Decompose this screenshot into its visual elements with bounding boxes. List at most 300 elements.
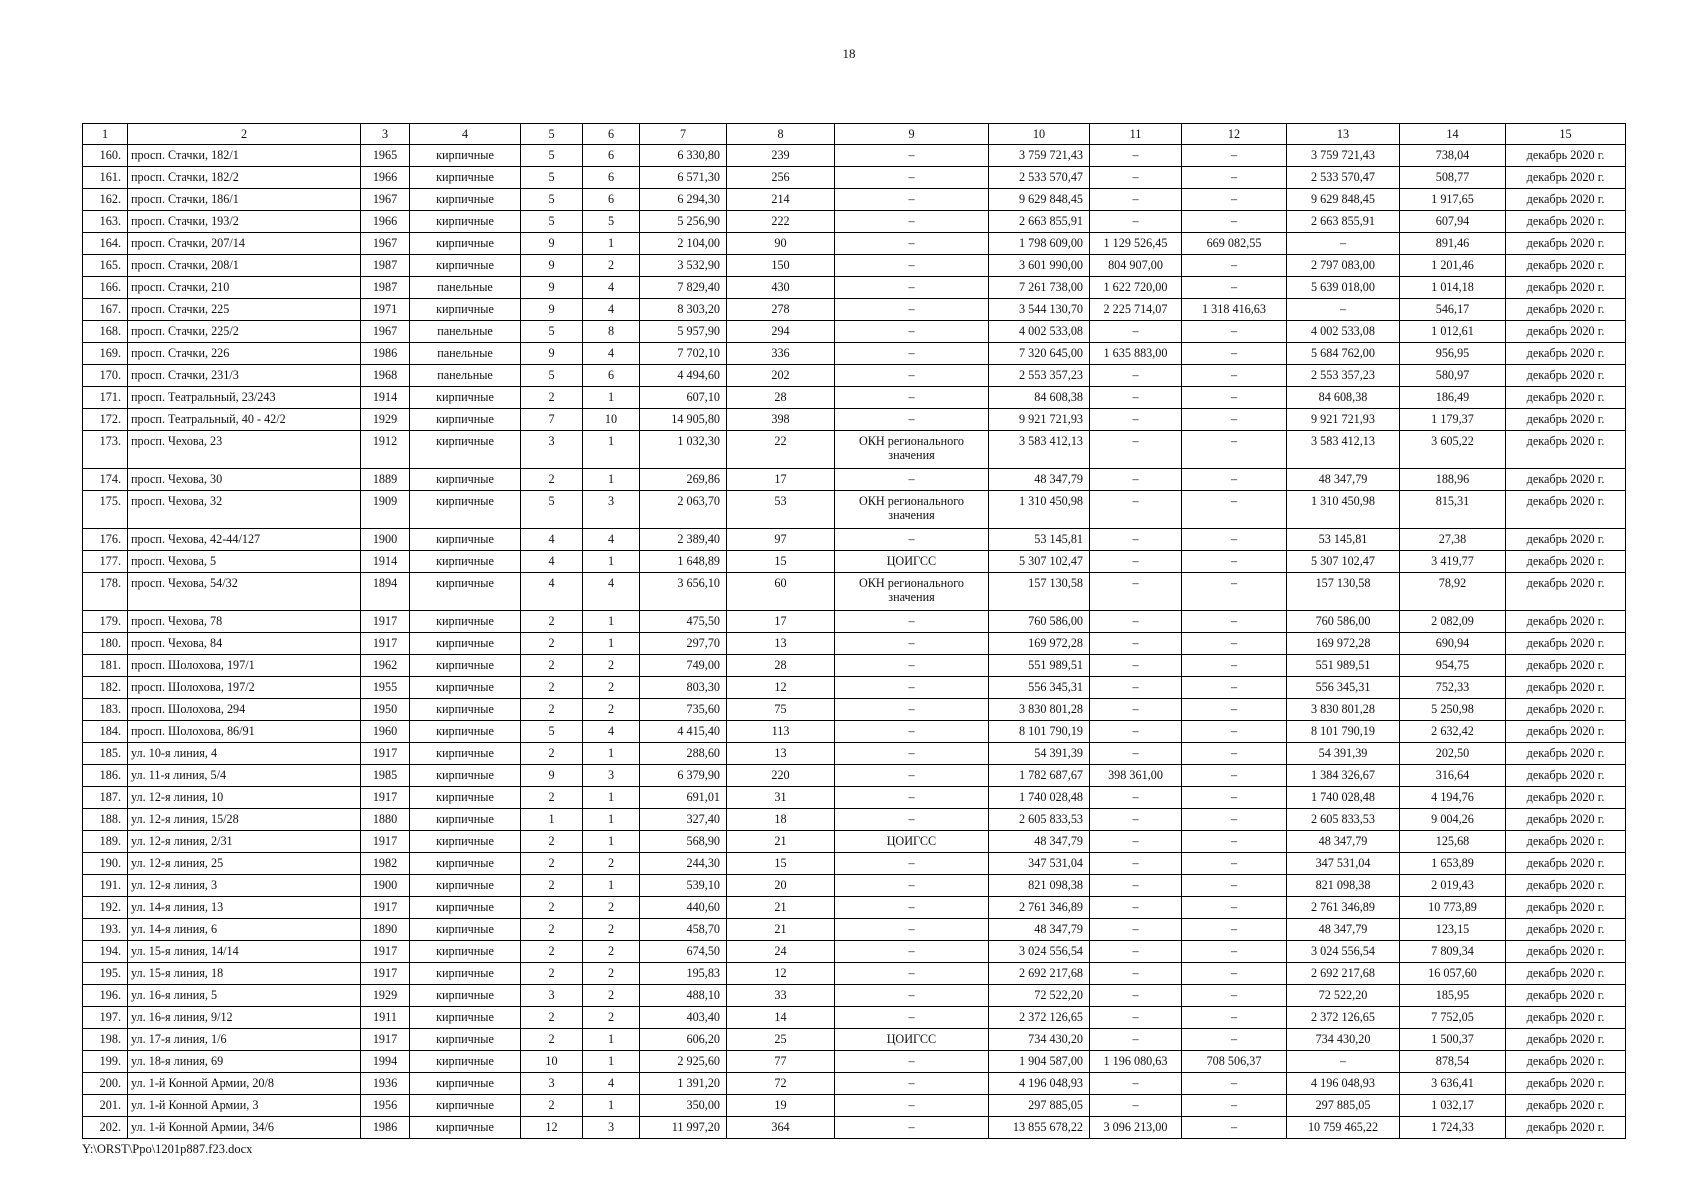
table-cell: кирпичные (410, 875, 521, 897)
table-cell: – (1182, 321, 1287, 343)
table-cell: кирпичные (410, 551, 521, 573)
table-cell: – (1182, 277, 1287, 299)
column-header: 9 (835, 124, 989, 145)
table-cell: 2 372 126,65 (1287, 1007, 1400, 1029)
table-cell: 200. (83, 1073, 128, 1095)
table-cell: просп. Чехова, 78 (128, 611, 361, 633)
table-cell: 1965 (361, 145, 410, 167)
table-cell: 1968 (361, 365, 410, 387)
table-cell: 3 532,90 (640, 255, 727, 277)
table-cell: – (1090, 831, 1182, 853)
table-cell: 1966 (361, 211, 410, 233)
table-row (83, 145, 1626, 167)
table-cell: 2 (583, 985, 640, 1007)
table-cell: 188. (83, 809, 128, 831)
table-cell: 169 972,28 (989, 633, 1090, 655)
table-cell: 196. (83, 985, 128, 1007)
table-cell: 48 347,79 (1287, 469, 1400, 491)
table-cell: 1911 (361, 1007, 410, 1029)
table-cell: 2 (521, 831, 583, 853)
table-cell: 8 101 790,19 (989, 721, 1090, 743)
table-cell: 3 656,10 (640, 573, 727, 611)
table-cell: 1889 (361, 469, 410, 491)
table-cell: 607,10 (640, 387, 727, 409)
table-cell: ОКН регионального значения (835, 573, 989, 611)
table-cell: панельные (410, 321, 521, 343)
table-cell: 1 012,61 (1400, 321, 1506, 343)
table-cell: 3 096 213,00 (1090, 1117, 1182, 1139)
table-cell: кирпичные (410, 189, 521, 211)
column-header: 13 (1287, 124, 1400, 145)
table-cell: 4 (583, 1073, 640, 1095)
table-cell: 1 129 526,45 (1090, 233, 1182, 255)
table-cell: 3 (521, 1073, 583, 1095)
table-cell: 2 063,70 (640, 491, 727, 529)
table-row (83, 365, 1626, 387)
table-cell: 734 430,20 (989, 1029, 1090, 1051)
table-cell: 3 (521, 431, 583, 469)
table-cell: кирпичные (410, 941, 521, 963)
table-cell: 3 759 721,43 (989, 145, 1090, 167)
table-cell: декабрь 2020 г. (1506, 343, 1626, 365)
table-cell: – (1090, 941, 1182, 963)
table-cell: 6 (583, 145, 640, 167)
table-cell: кирпичные (410, 1073, 521, 1095)
table-row (83, 831, 1626, 853)
table-cell: ул. 15-я линия, 18 (128, 963, 361, 985)
table-cell: – (835, 611, 989, 633)
table-cell: кирпичные (410, 985, 521, 1007)
table-cell: 15 (727, 551, 835, 573)
table-cell: 173. (83, 431, 128, 469)
table-cell: 163. (83, 211, 128, 233)
table-cell: 176. (83, 529, 128, 551)
table-cell: просп. Стачки, 225 (128, 299, 361, 321)
table-cell: 193. (83, 919, 128, 941)
table-cell: – (1090, 167, 1182, 189)
table-cell: 9 (521, 233, 583, 255)
table-cell: декабрь 2020 г. (1506, 469, 1626, 491)
table-cell: 9 (521, 299, 583, 321)
table-cell: 1 782 687,67 (989, 765, 1090, 787)
table-cell: просп. Стачки, 231/3 (128, 365, 361, 387)
table-cell: – (835, 277, 989, 299)
table-cell: просп. Стачки, 210 (128, 277, 361, 299)
table-row (83, 897, 1626, 919)
table-cell: 9 004,26 (1400, 809, 1506, 831)
table-cell: 201. (83, 1095, 128, 1117)
table-cell: 1987 (361, 255, 410, 277)
table-cell: – (835, 677, 989, 699)
table-cell: кирпичные (410, 611, 521, 633)
table-cell: 1982 (361, 853, 410, 875)
table-cell: 17 (727, 611, 835, 633)
table-cell: – (835, 167, 989, 189)
table-cell: панельные (410, 365, 521, 387)
table-cell: просп. Чехова, 32 (128, 491, 361, 529)
table-cell: 9 629 848,45 (989, 189, 1090, 211)
table-cell: – (1182, 633, 1287, 655)
table-cell: – (835, 985, 989, 1007)
table-cell: 1914 (361, 387, 410, 409)
table-cell: ул. 1-й Конной Армии, 20/8 (128, 1073, 361, 1095)
table-cell: 190. (83, 853, 128, 875)
table-cell: – (1090, 321, 1182, 343)
column-header: 6 (583, 124, 640, 145)
table-cell: 1967 (361, 233, 410, 255)
table-cell: 7 829,40 (640, 277, 727, 299)
table-cell: ул. 15-я линия, 14/14 (128, 941, 361, 963)
table-cell: 2 (521, 633, 583, 655)
table-cell: 1880 (361, 809, 410, 831)
table-cell: 12 (727, 677, 835, 699)
column-header: 4 (410, 124, 521, 145)
table-row (83, 299, 1626, 321)
table-cell: 4 (521, 573, 583, 611)
table-cell: 175. (83, 491, 128, 529)
table-cell: ОКН регионального значения (835, 491, 989, 529)
table-cell: 84 608,38 (989, 387, 1090, 409)
table-cell: – (1090, 1007, 1182, 1029)
table-cell: 3 759 721,43 (1287, 145, 1400, 167)
table-cell: 1 740 028,48 (1287, 787, 1400, 809)
table-row (83, 699, 1626, 721)
table-cell: декабрь 2020 г. (1506, 611, 1626, 633)
table-cell: 1 032,17 (1400, 1095, 1506, 1117)
table-cell: 350,00 (640, 1095, 727, 1117)
table-cell: 1 648,89 (640, 551, 727, 573)
table-cell: 2 (583, 853, 640, 875)
table-cell: 2 (583, 919, 640, 941)
table-cell: 161. (83, 167, 128, 189)
table-cell: 475,50 (640, 611, 727, 633)
table-cell: 2 (521, 853, 583, 875)
table-row (83, 431, 1626, 469)
table-cell: – (1090, 431, 1182, 469)
table-cell: 1936 (361, 1073, 410, 1095)
table-cell: – (835, 633, 989, 655)
table-cell: 4 002 533,08 (1287, 321, 1400, 343)
table-cell: 178. (83, 573, 128, 611)
table-cell: 12 (727, 963, 835, 985)
file-path-footer: Y:\ORST\Ppo\1201p887.f23.docx (82, 1142, 253, 1156)
table-cell: 2 (521, 875, 583, 897)
table-cell: 10 759 465,22 (1287, 1117, 1400, 1139)
table-cell: – (835, 787, 989, 809)
table-cell: 956,95 (1400, 343, 1506, 365)
table-cell: 539,10 (640, 875, 727, 897)
table-cell: кирпичные (410, 853, 521, 875)
table-row (83, 387, 1626, 409)
table-cell: 2 692 217,68 (1287, 963, 1400, 985)
table-cell: 606,20 (640, 1029, 727, 1051)
table-cell: 508,77 (1400, 167, 1506, 189)
table-cell: 180. (83, 633, 128, 655)
column-header: 11 (1090, 124, 1182, 145)
table-cell: 174. (83, 469, 128, 491)
table-cell: – (835, 365, 989, 387)
table-cell: 2 692 217,68 (989, 963, 1090, 985)
table-cell: – (835, 699, 989, 721)
table-cell: 1917 (361, 897, 410, 919)
table-cell: 12 (521, 1117, 583, 1139)
table-cell: панельные (410, 277, 521, 299)
table-cell: 9 (521, 277, 583, 299)
table-cell: декабрь 2020 г. (1506, 655, 1626, 677)
table-cell: – (835, 1007, 989, 1029)
table-cell: 556 345,31 (989, 677, 1090, 699)
table-cell: 1929 (361, 985, 410, 1007)
table-cell: – (835, 721, 989, 743)
table-cell: 458,70 (640, 919, 727, 941)
table-cell: – (1182, 765, 1287, 787)
table-row (83, 853, 1626, 875)
table-row (83, 189, 1626, 211)
table-cell: кирпичные (410, 529, 521, 551)
table-cell: – (1182, 699, 1287, 721)
table-cell: декабрь 2020 г. (1506, 765, 1626, 787)
table-cell: 1900 (361, 529, 410, 551)
table-cell: – (835, 387, 989, 409)
table-cell: кирпичные (410, 677, 521, 699)
table-cell: 2 (521, 469, 583, 491)
table-cell: 157 130,58 (1287, 573, 1400, 611)
table-row (83, 1007, 1626, 1029)
table-cell: декабрь 2020 г. (1506, 985, 1626, 1007)
table-cell: 2 (521, 1029, 583, 1051)
table-cell: 294 (727, 321, 835, 343)
table-cell: кирпичные (410, 299, 521, 321)
table-cell: – (1182, 167, 1287, 189)
table-cell: ул. 18-я линия, 69 (128, 1051, 361, 1073)
table-cell: 6 (583, 189, 640, 211)
table-cell: 17 (727, 469, 835, 491)
table-cell: 6 330,80 (640, 145, 727, 167)
table-cell: 13 855 678,22 (989, 1117, 1090, 1139)
table-cell: 5 (521, 211, 583, 233)
table-row (83, 167, 1626, 189)
table-row (83, 1117, 1626, 1139)
table-cell: – (1090, 469, 1182, 491)
table-cell: 735,60 (640, 699, 727, 721)
table-cell: 164. (83, 233, 128, 255)
table-cell: декабрь 2020 г. (1506, 551, 1626, 573)
column-header: 3 (361, 124, 410, 145)
table-cell: 191. (83, 875, 128, 897)
table-cell: – (1287, 299, 1400, 321)
table-cell: 78,92 (1400, 573, 1506, 611)
table-cell: 2 (521, 387, 583, 409)
table-cell: 2 (521, 743, 583, 765)
table-cell: ЦОИГСС (835, 551, 989, 573)
table-cell: ул. 12-я линия, 10 (128, 787, 361, 809)
table-cell: 1 (583, 551, 640, 573)
column-header: 8 (727, 124, 835, 145)
table-cell: – (1182, 941, 1287, 963)
table-cell: 84 608,38 (1287, 387, 1400, 409)
table-cell: – (1182, 875, 1287, 897)
table-cell: 738,04 (1400, 145, 1506, 167)
table-cell: 192. (83, 897, 128, 919)
table-cell: 1955 (361, 677, 410, 699)
table-cell: 954,75 (1400, 655, 1506, 677)
table-cell: 1987 (361, 277, 410, 299)
table-row (83, 919, 1626, 941)
table-cell: 1956 (361, 1095, 410, 1117)
table-cell: 403,40 (640, 1007, 727, 1029)
table-cell: 21 (727, 831, 835, 853)
table-cell: декабрь 2020 г. (1506, 387, 1626, 409)
table-cell: кирпичные (410, 831, 521, 853)
table-cell: кирпичные (410, 699, 521, 721)
table-cell: 1 384 326,67 (1287, 765, 1400, 787)
table-cell: 10 (521, 1051, 583, 1073)
table-cell: 1894 (361, 573, 410, 611)
table-cell: 53 145,81 (989, 529, 1090, 551)
table-cell: – (1090, 919, 1182, 941)
page-number: 18 (842, 46, 856, 61)
table-cell: – (1090, 743, 1182, 765)
table-cell: 4 (521, 529, 583, 551)
table-cell: 13 (727, 743, 835, 765)
table-cell: 33 (727, 985, 835, 1007)
table-cell: – (1090, 655, 1182, 677)
table-cell: 760 586,00 (989, 611, 1090, 633)
table-row (83, 1051, 1626, 1073)
table-cell: 202 (727, 365, 835, 387)
table-cell: 2 797 083,00 (1287, 255, 1400, 277)
table-cell: 48 347,79 (1287, 919, 1400, 941)
table-cell: 2 (583, 941, 640, 963)
table-cell: 546,17 (1400, 299, 1506, 321)
table-cell: – (1287, 233, 1400, 255)
table-cell: 4 196 048,93 (1287, 1073, 1400, 1095)
table-cell: 7 261 738,00 (989, 277, 1090, 299)
table-cell: 1 (583, 387, 640, 409)
table-cell: 15 (727, 853, 835, 875)
table-cell: 2 (521, 1095, 583, 1117)
table-cell: – (835, 941, 989, 963)
table-cell: – (835, 765, 989, 787)
table-cell: – (1182, 145, 1287, 167)
table-row (83, 787, 1626, 809)
table-cell: декабрь 2020 г. (1506, 1073, 1626, 1095)
table-cell: – (1182, 1073, 1287, 1095)
table-cell: 14 905,80 (640, 409, 727, 431)
table-cell: – (835, 343, 989, 365)
table-cell: 5 (521, 321, 583, 343)
table-cell: – (1090, 1029, 1182, 1051)
table-cell: 1 635 883,00 (1090, 343, 1182, 365)
table-cell: 28 (727, 655, 835, 677)
table-cell: 5 (583, 211, 640, 233)
table-cell: 123,15 (1400, 919, 1506, 941)
table-cell: 3 544 130,70 (989, 299, 1090, 321)
table-cell: кирпичные (410, 809, 521, 831)
table-cell: кирпичные (410, 897, 521, 919)
table-cell: 77 (727, 1051, 835, 1073)
table-cell: 1 310 450,98 (1287, 491, 1400, 529)
table-cell: 3 830 801,28 (1287, 699, 1400, 721)
table-cell: 90 (727, 233, 835, 255)
table-cell: 1 391,20 (640, 1073, 727, 1095)
table-cell: 691,01 (640, 787, 727, 809)
table-cell: ЦОИГСС (835, 831, 989, 853)
table-cell: 690,94 (1400, 633, 1506, 655)
header-row (83, 124, 1626, 145)
table-cell: 1 (583, 743, 640, 765)
table-cell: 60 (727, 573, 835, 611)
table-cell: – (835, 145, 989, 167)
table-cell: кирпичные (410, 1007, 521, 1029)
table-cell: 2 019,43 (1400, 875, 1506, 897)
table-cell: 2 (583, 677, 640, 699)
table-cell: декабрь 2020 г. (1506, 491, 1626, 529)
table-cell: 48 347,79 (989, 919, 1090, 941)
table-cell: декабрь 2020 г. (1506, 233, 1626, 255)
table-cell: 244,30 (640, 853, 727, 875)
table-cell: 1 (583, 1051, 640, 1073)
table-cell: 2 925,60 (640, 1051, 727, 1073)
table-cell: 1 917,65 (1400, 189, 1506, 211)
table-cell: 54 391,39 (1287, 743, 1400, 765)
table-row (83, 809, 1626, 831)
table-cell: 2 (583, 963, 640, 985)
table-cell: ОКН регионального значения (835, 431, 989, 469)
table-row (83, 277, 1626, 299)
table-cell: 7 320 645,00 (989, 343, 1090, 365)
table-cell: просп. Театральный, 23/243 (128, 387, 361, 409)
table-cell: декабрь 2020 г. (1506, 189, 1626, 211)
table-cell: 1 653,89 (1400, 853, 1506, 875)
table-cell: ул. 14-я линия, 6 (128, 919, 361, 941)
table-cell: – (1182, 809, 1287, 831)
table-cell: декабрь 2020 г. (1506, 431, 1626, 469)
table-cell: декабрь 2020 г. (1506, 409, 1626, 431)
table-cell: 551 989,51 (989, 655, 1090, 677)
table-cell: – (835, 875, 989, 897)
table-row (83, 255, 1626, 277)
table-cell: декабрь 2020 г. (1506, 1051, 1626, 1073)
table-cell: 2 (521, 941, 583, 963)
table-cell: декабрь 2020 г. (1506, 963, 1626, 985)
table-cell: – (835, 211, 989, 233)
table-cell: кирпичные (410, 721, 521, 743)
table-cell: 1912 (361, 431, 410, 469)
table-cell: декабрь 2020 г. (1506, 321, 1626, 343)
table-cell: 1917 (361, 963, 410, 985)
table-cell: декабрь 2020 г. (1506, 1029, 1626, 1051)
table-cell: 1 (583, 831, 640, 853)
table-row (83, 469, 1626, 491)
table-cell: 1 (583, 1029, 640, 1051)
table-cell: – (1182, 743, 1287, 765)
table-cell: просп. Шолохова, 197/1 (128, 655, 361, 677)
table-cell: 2 (521, 897, 583, 919)
table-cell: просп. Чехова, 54/32 (128, 573, 361, 611)
table-cell: – (1090, 551, 1182, 573)
table-cell: 2 (583, 255, 640, 277)
table-cell: – (1182, 919, 1287, 941)
table-cell: 157 130,58 (989, 573, 1090, 611)
table-cell: 170. (83, 365, 128, 387)
column-header: 10 (989, 124, 1090, 145)
table-cell: кирпичные (410, 387, 521, 409)
table-cell: 185,95 (1400, 985, 1506, 1007)
table-cell: 10 773,89 (1400, 897, 1506, 919)
table-cell: – (1182, 1007, 1287, 1029)
table-cell: кирпичные (410, 233, 521, 255)
